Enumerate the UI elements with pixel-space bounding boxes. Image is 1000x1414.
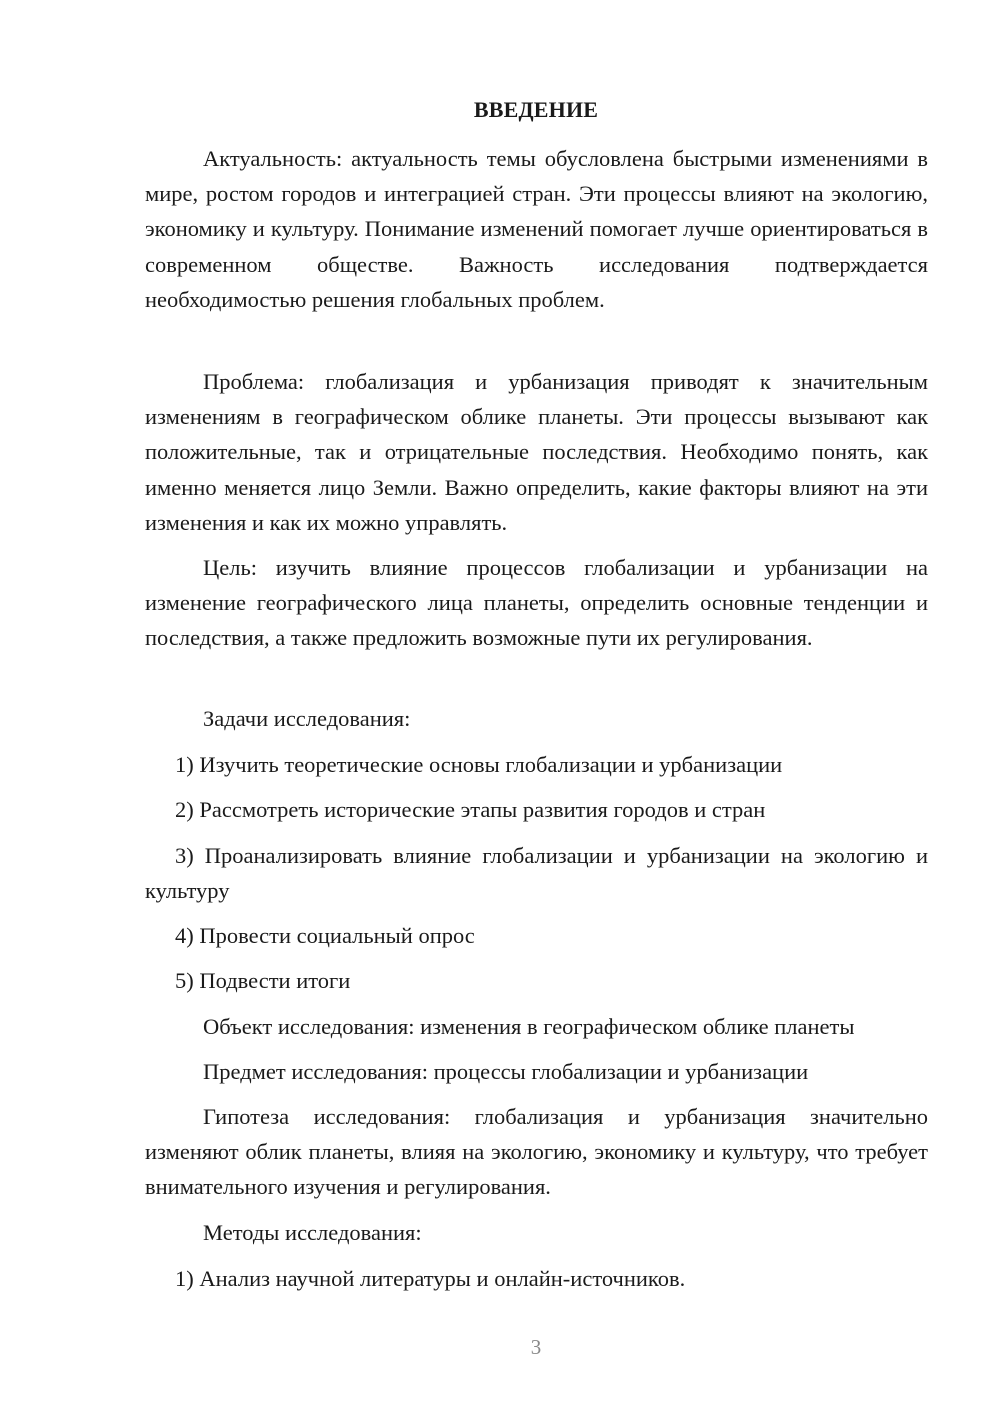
problem-paragraph: Проблема: глобализация и урбанизация приводят к значительным изменениям в географическом облике планеты. Эти процессы вызывают как положительные, так и отрицательные последствия. Необходимо понять, как именно меняется лицо Земли. Важно определить, какие факторы влияют на эти изменения и как их можно управлять. bbox=[145, 369, 928, 535]
page-number: 3 bbox=[530, 1335, 542, 1359]
methods-heading: Методы исследования: bbox=[203, 1220, 422, 1245]
goal-paragraph: Цель: изучить влияние процессов глобализации и урбанизации на изменение географического лица планеты, определить основные тенденции и последствия, а также предложить возможные пути их регулирования. bbox=[145, 555, 928, 651]
task-item: 4) Провести социальный опрос bbox=[175, 923, 475, 948]
page-title: ВВЕДЕНИЕ bbox=[473, 97, 599, 122]
hypothesis-paragraph: Гипотеза исследования: глобализация и урбанизация значительно изменяют облик планеты, влияя на экологию, экономику и культуру, что требует внимательного изучения и регулирования. bbox=[145, 1104, 928, 1200]
task-item: 2) Рассмотреть исторические этапы развития городов и стран bbox=[175, 797, 766, 822]
object-paragraph: Объект исследования: изменения в географическом облике планеты bbox=[203, 1014, 855, 1039]
task-item: 1) Изучить теоретические основы глобализации и урбанизации bbox=[175, 752, 783, 777]
method-item: 1) Анализ научной литературы и онлайн-источников. bbox=[175, 1266, 686, 1291]
tasks-heading: Задачи исследования: bbox=[203, 706, 411, 731]
subject-paragraph: Предмет исследования: процессы глобализации и урбанизации bbox=[203, 1059, 809, 1084]
task-item: 5) Подвести итоги bbox=[175, 968, 351, 993]
relevance-paragraph: Актуальность: актуальность темы обусловлена быстрыми изменениями в мире, ростом городов и интеграцией стран. Эти процессы влияют на экологию, экономику и культуру. Понимание изменений помогает лучше ориентироваться в современном обществе. Важность исследования подтверждается необходимостью решения глобальных проблем. bbox=[145, 146, 928, 312]
task-item: 3) Проанализировать влияние глобализации и урбанизации на экологию и культуру bbox=[145, 843, 928, 904]
